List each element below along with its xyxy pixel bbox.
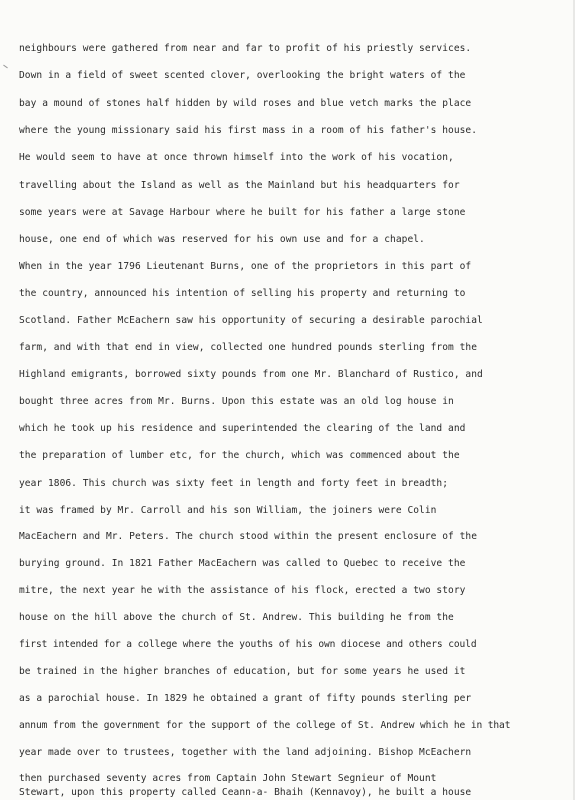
text-line: Down in a field of sweet scented clover, overlooking the bright waters of the	[19, 70, 466, 81]
text-line: He would seem to have at once thrown himself into the work of his vocation,	[19, 152, 454, 163]
margin-mark	[3, 65, 8, 69]
text-line: bought three acres from Mr. Burns. Upon this estate was an old log house in	[19, 396, 454, 407]
text-line: farm, and with that end in view, collected one hundred pounds sterling from the	[19, 342, 478, 353]
text-line: Highland emigrants, borrowed sixty pounds from one Mr. Blanchard of Rustico, and	[19, 369, 483, 380]
text-line: as a parochial house. In 1829 he obtained a grant of fifty pounds sterling per	[19, 693, 472, 704]
text-line: where the young missionary said his first mass in a room of his father's house.	[19, 125, 478, 136]
text-line: be trained in the higher branches of education, but for some years he used it	[19, 666, 466, 677]
text-line: year made over to trustees, together with the land adjoining. Bishop McEachern	[19, 747, 472, 758]
text-line: travelling about the Island as well as the Mainland but his headquarters for	[19, 180, 460, 191]
text-line: When in the year 1796 Lieutenant Burns, one of the proprietors in this part of	[19, 261, 472, 272]
text-line: house, one end of which was reserved for his own use and for a chapel.	[19, 234, 425, 245]
text-line: some years were at Savage Harbour where he built for his father a large stone	[19, 207, 466, 218]
text-line: Stewart, upon this property called Ceann-a- Bhaih (Kennavoy), he built a house	[19, 787, 472, 798]
text-line: neighbours were gathered from near and far to profit of his priestly services.	[19, 43, 472, 54]
text-line: bay a mound of stones half hidden by wild roses and blue vetch marks the place	[19, 98, 472, 109]
text-line: the country, announced his intention of selling his property and returning to	[19, 288, 466, 299]
text-line: the preparation of lumber etc, for the church, which was commenced about the	[19, 450, 460, 461]
text-line: then purchased seventy acres from Captain John Stewart Segnieur of Mount	[19, 773, 437, 784]
text-line: house on the hill above the church of St. Andrew. This building he from the	[19, 612, 454, 623]
text-line: first intended for a college where the youths of his own diocese and others could	[19, 639, 477, 650]
text-line: year 1806. This church was sixty feet in length and forty feet in breadth;	[19, 478, 449, 489]
text-line: MacEachern and Mr. Peters. The church stood within the present enclosure of the	[19, 531, 478, 542]
text-line: mitre, the next year he with the assistance of his flock, erected a two story	[19, 585, 466, 596]
text-line: burying ground. In 1821 Father MacEachern was called to Quebec to receive the	[19, 558, 466, 569]
text-line: annum from the government for the support of the college of St. Andrew which he in that	[19, 720, 511, 731]
text-line: which he took up his residence and superintended the clearing of the land and	[19, 423, 466, 434]
text-line: it was framed by Mr. Carroll and his son William, the joiners were Colin	[19, 505, 437, 516]
text-line: Scotland. Father McEachern saw his opportunity of securing a desirable parochial	[19, 315, 483, 326]
